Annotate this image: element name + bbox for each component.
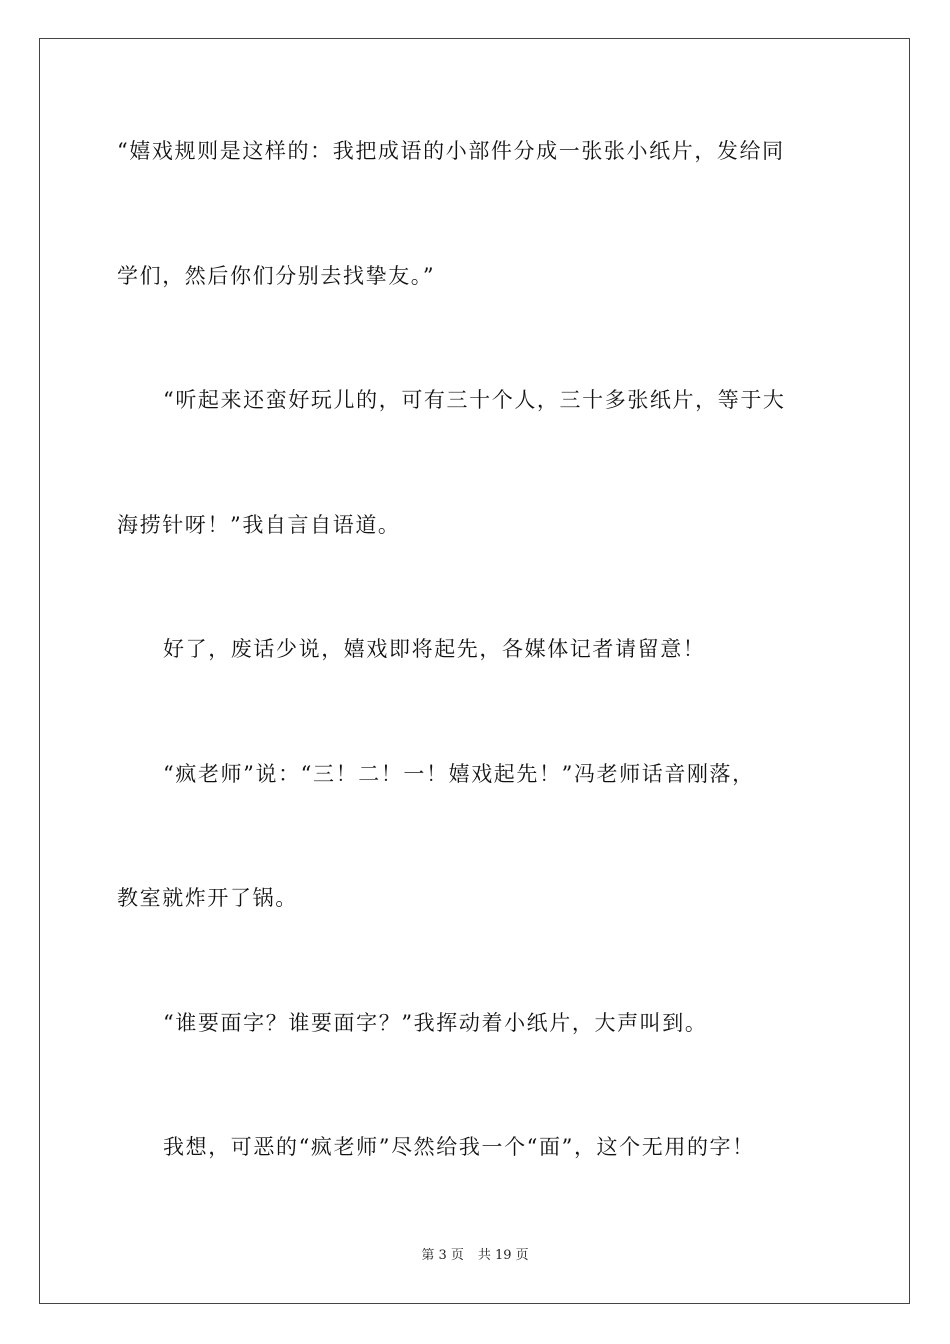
- paragraph-line: “嬉戏规则是这样的：我把成语的小部件分成一张张小纸片，发给同: [117, 139, 785, 163]
- page-border: [39, 38, 910, 1304]
- page-total: 共 19 页: [477, 1248, 529, 1263]
- paragraph-line: 海捞针呀！”我自言自语道。: [117, 513, 401, 537]
- paragraph-line: 教室就炸开了锅。: [117, 886, 298, 910]
- paragraph-line: 学们，然后你们分别去找挚友。”: [117, 264, 436, 288]
- paragraph-line: “谁要面字？谁要面字？”我挥动着小纸片，大声叫到。: [163, 1011, 708, 1035]
- paragraph-line: 我想，可恶的“疯老师”尽然给我一个“面”，这个无用的字！: [163, 1135, 755, 1159]
- paragraph-line: “疯老师”说：“三！二！一！嬉戏起先！”冯老师话音刚落，: [163, 762, 755, 786]
- paragraph-line: 好了，废话少说，嬉戏即将起先，各媒体记者请留意！: [163, 637, 706, 661]
- paragraph-line: “听起来还蛮好玩儿的，可有三十个人，三十多张纸片，等于大: [163, 388, 786, 412]
- page-footer: [0, 1247, 950, 1265]
- page-number: 第 3 页: [421, 1248, 464, 1263]
